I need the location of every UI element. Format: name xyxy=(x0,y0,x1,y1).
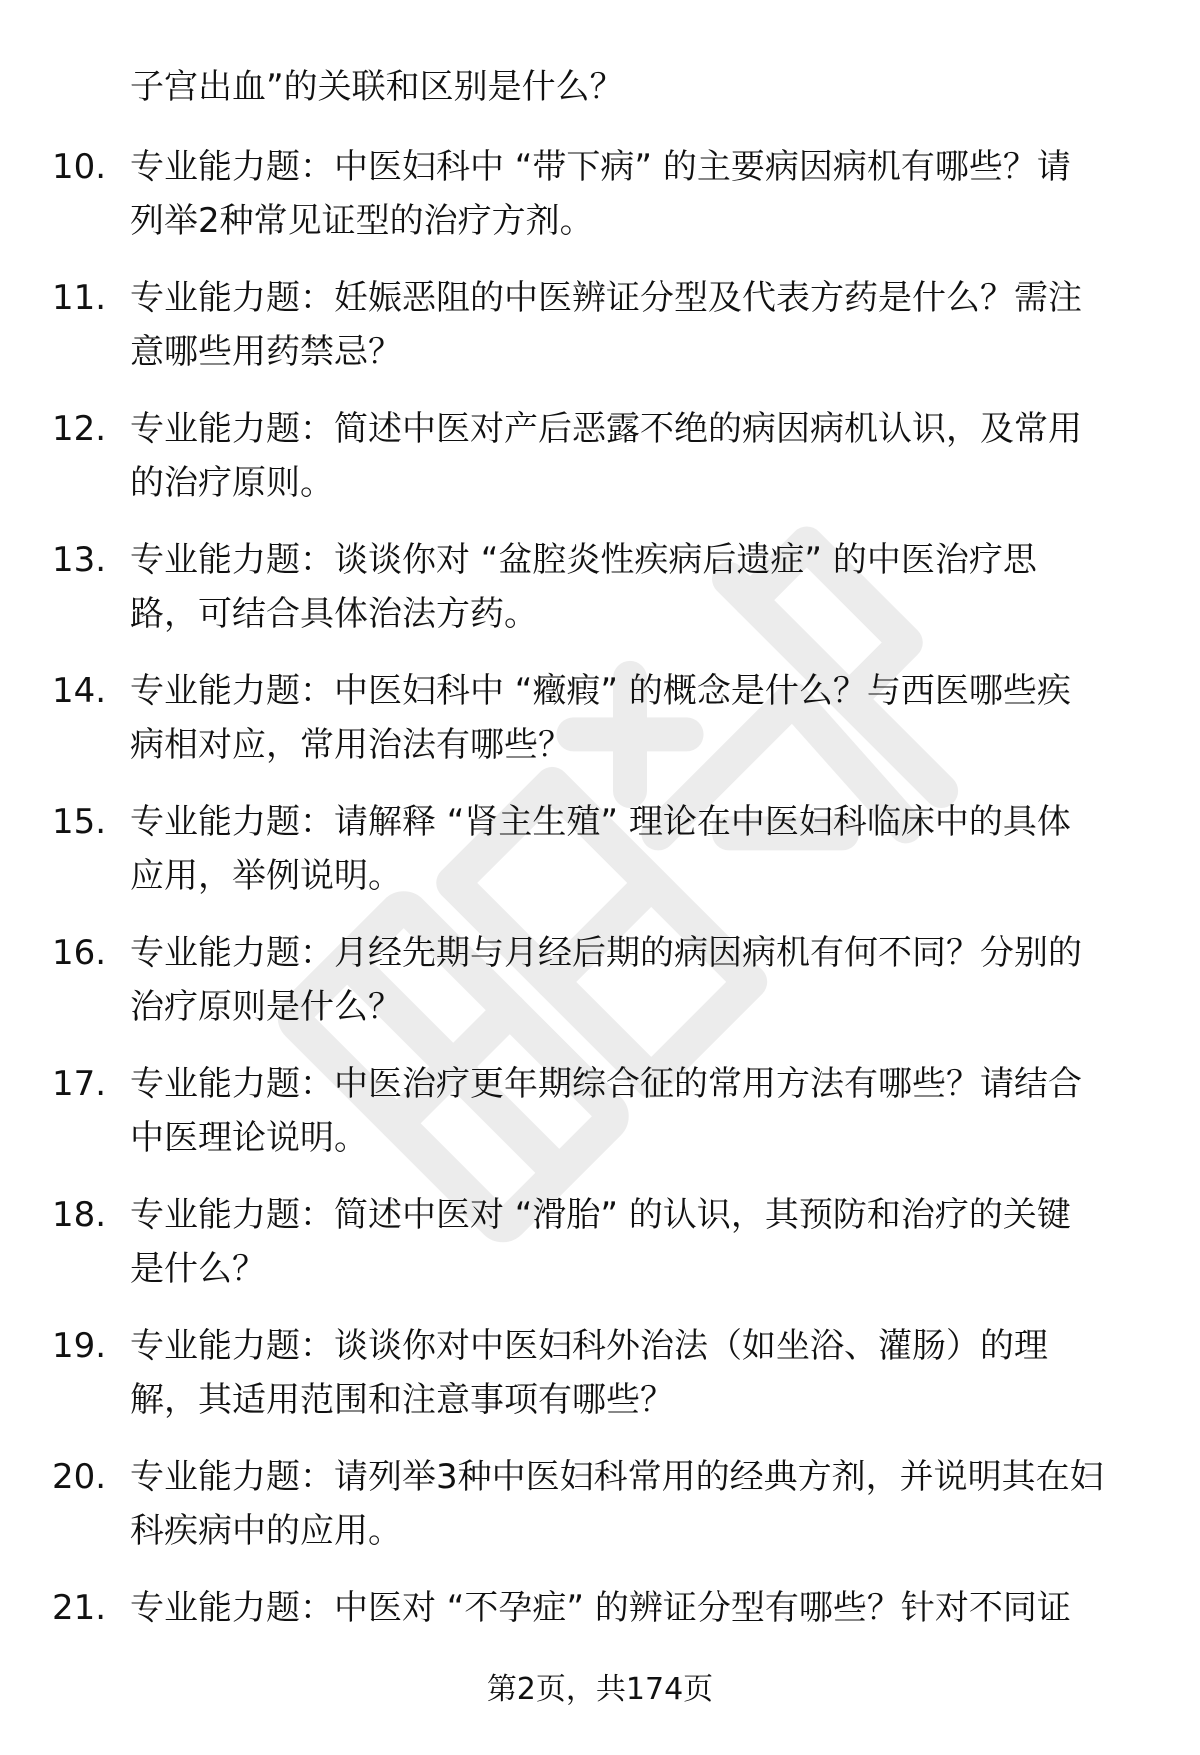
question-item xyxy=(0,1450,1200,1581)
question-text: 专业能力题：请列举3种中医妇科常用的经典方剂，并说明其在妇 科疾病中的应用。 xyxy=(130,1457,1104,1551)
question-text: 专业能力题：谈谈你对 “盆腔炎性疾病后遗症” 的中医治疗思 路，可结合具体治法方药。 xyxy=(130,540,1037,634)
question-item xyxy=(0,140,1200,271)
question-number: 19. xyxy=(52,1326,107,1366)
question-text: 专业能力题：请解释 “肾主生殖” 理论在中医妇科临床中的具体 应用，举例说明。 xyxy=(130,802,1071,896)
question-number: 12. xyxy=(52,409,107,449)
question-item xyxy=(0,1188,1200,1319)
question-text: 专业能力题：中医对 “不孕症” 的辨证分型有哪些？针对不同证 xyxy=(130,1588,1071,1628)
question-item xyxy=(0,664,1200,795)
question-number: 15. xyxy=(52,802,107,842)
question-text: 专业能力题：简述中医对 “滑胎” 的认识，其预防和治疗的关键 是什么？ xyxy=(130,1195,1071,1289)
question-number: 16. xyxy=(52,933,107,973)
question-list xyxy=(0,140,1200,1712)
question-item xyxy=(0,402,1200,533)
question-number: 14. xyxy=(52,671,107,711)
question-text: 专业能力题：简述中医对产后恶露不绝的病因病机认识，及常用 的治疗原则。 xyxy=(130,409,1082,503)
question-number: 11. xyxy=(52,278,107,318)
question-text: 专业能力题：月经先期与月经后期的病因病机有何不同？分别的 治疗原则是什么？ xyxy=(130,933,1082,1027)
question-item xyxy=(0,533,1200,664)
question-text: 专业能力题：中医妇科中 “癥瘕” 的概念是什么？与西医哪些疾 病相对应，常用治法有哪些？ xyxy=(130,671,1071,765)
question-item xyxy=(0,795,1200,926)
question-number: 13. xyxy=(52,540,107,580)
question-item xyxy=(0,271,1200,402)
question-item xyxy=(0,1319,1200,1450)
question-number: 18. xyxy=(52,1195,107,1235)
question-item xyxy=(0,926,1200,1057)
page-footer: 第2页，共174页 xyxy=(486,1672,714,1707)
question-item xyxy=(0,1057,1200,1188)
question-text: 专业能力题：中医治疗更年期综合征的常用方法有哪些？请结合 中医理论说明。 xyxy=(130,1064,1082,1158)
question-number: 17. xyxy=(52,1064,107,1104)
question-number: 20. xyxy=(52,1457,107,1497)
question-text: 专业能力题：妊娠恶阻的中医辨证分型及代表方药是什么？需注 意哪些用药禁忌？ xyxy=(130,278,1082,372)
question-text: 专业能力题：谈谈你对中医妇科外治法（如坐浴、灌肠）的理 解，其适用范围和注意事项有哪些？ xyxy=(130,1326,1048,1420)
question-continuation-text: 子宫出血”的关联和区别是什么？ xyxy=(130,67,624,107)
question-number: 10. xyxy=(52,147,107,187)
question-text: 专业能力题：中医妇科中 “带下病” 的主要病因病机有哪些？请 列举2种常见证型的治疗方剂。 xyxy=(130,147,1071,241)
question-number: 21. xyxy=(52,1588,107,1628)
